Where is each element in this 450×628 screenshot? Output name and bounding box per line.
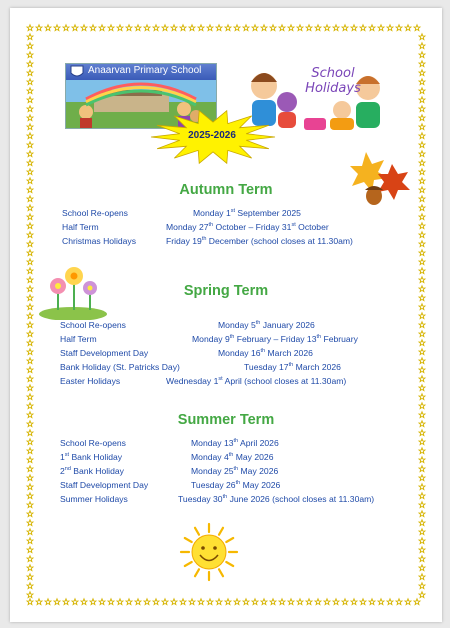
row-value: Monday 16th March 2026 [218,348,313,358]
border-star [378,599,384,605]
border-star [225,25,231,31]
border-star [419,97,425,103]
border-star [419,223,425,229]
term-title-spring: Spring Term [183,283,269,299]
border-star [27,124,33,130]
sun-ray [195,528,199,535]
term-title-summer: Summer Term [177,412,275,428]
border-star [27,439,33,445]
border-star [27,511,33,517]
border-star [279,599,285,605]
border-star [135,25,141,31]
border-star [252,25,258,31]
border-star [27,538,33,544]
border-star [419,376,425,382]
border-star [419,475,425,481]
border-star [419,43,425,49]
border-star [419,574,425,580]
border-star [99,599,105,605]
border-star [27,403,33,409]
border-star [27,79,33,85]
border-star [216,25,222,31]
border-star [27,520,33,526]
border-star [360,599,366,605]
row-value: Monday 9th February – Friday 13th February [192,334,358,344]
border-star [405,599,411,605]
border-star [419,466,425,472]
border-star [27,25,33,31]
border-star [419,70,425,76]
sun-ray [195,569,199,576]
border-star [27,205,33,211]
border-star [27,115,33,121]
row-label: Staff Development Day [60,480,149,490]
border-star [36,25,42,31]
sun-ray [185,562,192,566]
border-star [216,599,222,605]
row-label: Staff Development Day [60,348,149,358]
border-star [99,25,105,31]
border-star [27,529,33,535]
border-star [144,599,150,605]
border-star [27,142,33,148]
border-star [419,430,425,436]
border-star [171,599,177,605]
smiling-sun-icon [176,522,242,582]
border-star [27,88,33,94]
border-star [333,25,339,31]
border-star [396,599,402,605]
border-star [126,599,132,605]
border-star [27,304,33,310]
border-star [419,484,425,490]
border-star [225,599,231,605]
border-star [207,599,213,605]
border-star [419,547,425,553]
border-star [351,25,357,31]
row-label: School Re-opens [60,438,126,448]
border-star [27,232,33,238]
border-star [27,376,33,382]
border-star [315,599,321,605]
border-star [279,25,285,31]
border-star [419,214,425,220]
border-star [378,25,384,31]
border-star [72,25,78,31]
autumn-leaves-icon [348,148,412,212]
border-star [333,599,339,605]
calendar-page [10,8,442,622]
border-star [419,340,425,346]
border-star [27,61,33,67]
border-star [198,599,204,605]
border-star [27,241,33,247]
border-star [27,106,33,112]
border-star [27,52,33,58]
border-star [81,599,87,605]
border-star [162,25,168,31]
row-value: Monday 4th May 2026 [191,452,274,462]
border-star [27,169,33,175]
border-star [419,583,425,589]
border-star [419,160,425,166]
border-star [405,25,411,31]
border-star [270,599,276,605]
border-star [419,169,425,175]
border-star [419,592,425,598]
border-star [306,25,312,31]
row-value: Monday 1st September 2025 [193,208,301,218]
school-year: 2025-2026 [188,130,236,141]
border-star [419,52,425,58]
border-star [162,599,168,605]
border-star [27,484,33,490]
row-label: 1st Bank Holiday [60,452,123,462]
border-star [324,25,330,31]
border-star [27,70,33,76]
row-label: School Re-opens [62,208,128,218]
border-star [419,124,425,130]
school-crest-icon [69,65,85,79]
border-star [252,599,258,605]
border-star [27,385,33,391]
row-value: Monday 5th January 2026 [218,320,315,330]
row-label: Summer Holidays [60,494,128,504]
border-star [81,25,87,31]
border-star [27,574,33,580]
border-star [419,133,425,139]
border-star [27,367,33,373]
border-star [27,268,33,274]
border-star [419,385,425,391]
border-star [419,34,425,40]
border-star [419,61,425,67]
border-star [27,448,33,454]
border-star [27,583,33,589]
border-star [419,241,425,247]
row-value: Wednesday 1st April (school closes at 11.30am) [166,376,347,386]
border-star [419,259,425,265]
border-star [27,466,33,472]
row-label: Christmas Holidays [62,236,137,246]
border-star [419,277,425,283]
border-star [297,25,303,31]
term-title-autumn: Autumn Term [179,182,273,198]
border-star [27,556,33,562]
border-star [198,25,204,31]
border-star [27,394,33,400]
border-star [36,599,42,605]
border-star [288,599,294,605]
border-star [27,592,33,598]
border-star [324,599,330,605]
border-star [180,599,186,605]
border-star [27,340,33,346]
row-label: Bank Holiday (St. Patricks Day) [60,362,180,372]
row-label: Half Term [60,334,97,344]
border-star [419,502,425,508]
border-star [419,232,425,238]
border-star [27,331,33,337]
border-star [72,599,78,605]
border-star [419,349,425,355]
border-star [27,502,33,508]
border-star [243,25,249,31]
border-star [27,322,33,328]
school-holidays-art-text: School Holidays [305,66,361,96]
border-star [419,268,425,274]
row-value: Monday 25th May 2026 [191,466,279,476]
row-label: Half Term [62,222,99,232]
sun-eye [213,546,217,550]
border-star [207,25,213,31]
border-star [419,520,425,526]
row-value: Tuesday 17th March 2026 [244,362,341,372]
border-star [27,250,33,256]
border-star [189,599,195,605]
border-star [27,151,33,157]
border-star [144,25,150,31]
border-star [27,214,33,220]
row-label: 2nd Bank Holiday [60,466,124,476]
border-star [419,556,425,562]
border-star [27,34,33,40]
border-star [419,115,425,121]
border-star [117,25,123,31]
border-star [396,25,402,31]
border-star [419,106,425,112]
border-star [419,322,425,328]
border-star [369,599,375,605]
border-star [27,133,33,139]
border-star [414,25,420,31]
sun-ray [219,528,223,535]
border-star [419,529,425,535]
border-star [419,367,425,373]
border-star [270,25,276,31]
row-label: Easter Holidays [60,376,121,386]
sun-ray [219,569,223,576]
border-star [180,25,186,31]
border-star [54,599,60,605]
row-label: School Re-opens [60,320,126,330]
border-star [45,25,51,31]
border-star [63,599,69,605]
border-star [419,448,425,454]
border-star [27,223,33,229]
border-star [135,599,141,605]
sun-eye [201,546,205,550]
border-star [419,205,425,211]
border-star [419,394,425,400]
border-star [315,25,321,31]
border-star [27,430,33,436]
border-star [27,97,33,103]
sun-ray [226,562,233,566]
border-star [297,599,303,605]
border-star [63,25,69,31]
border-star [419,565,425,571]
border-star [27,313,33,319]
border-star [419,538,425,544]
row-value: Tuesday 30th June 2026 (school closes at 11.30am) [178,494,375,504]
border-star [419,151,425,157]
border-star [153,599,159,605]
school-name: Anaarvan Primary School [88,65,202,76]
border-star [90,25,96,31]
border-star [419,331,425,337]
border-star [27,358,33,364]
sun-ray [226,538,233,542]
border-star [419,403,425,409]
border-star [27,457,33,463]
border-star [27,565,33,571]
border-star [153,25,159,31]
border-star [189,25,195,31]
border-star [117,599,123,605]
border-star [419,439,425,445]
border-star [261,25,267,31]
border-star [90,599,96,605]
row-value: Monday 27th October – Friday 31st October [166,222,329,232]
border-star [419,88,425,94]
border-star [419,511,425,517]
border-star [387,599,393,605]
border-star [351,599,357,605]
border-star [419,313,425,319]
border-star [27,547,33,553]
sun-ray [185,538,192,542]
row-value: Monday 13th April 2026 [191,438,279,448]
border-star [27,259,33,265]
border-star [387,25,393,31]
border-star [108,25,114,31]
border-star [261,599,267,605]
border-star [27,493,33,499]
border-star [419,79,425,85]
border-star [419,250,425,256]
border-star [234,25,240,31]
border-star [288,25,294,31]
border-star [45,599,51,605]
border-star [108,599,114,605]
border-star [419,358,425,364]
row-value: Friday 19th December (school closes at 11.30am) [166,236,353,246]
border-star [27,43,33,49]
border-star [419,304,425,310]
border-star [171,25,177,31]
border-star [27,349,33,355]
border-star [27,160,33,166]
sun-face [192,535,226,569]
border-star [27,599,33,605]
border-star [54,25,60,31]
border-star [27,277,33,283]
border-star [414,599,420,605]
border-star [419,493,425,499]
border-star [243,599,249,605]
border-star [342,25,348,31]
border-star [126,25,132,31]
border-star [360,25,366,31]
border-star [342,599,348,605]
border-star [27,475,33,481]
border-star [306,599,312,605]
row-value: Tuesday 26th May 2026 [191,480,281,490]
border-star [419,457,425,463]
border-star [419,142,425,148]
border-star [369,25,375,31]
border-star [234,599,240,605]
